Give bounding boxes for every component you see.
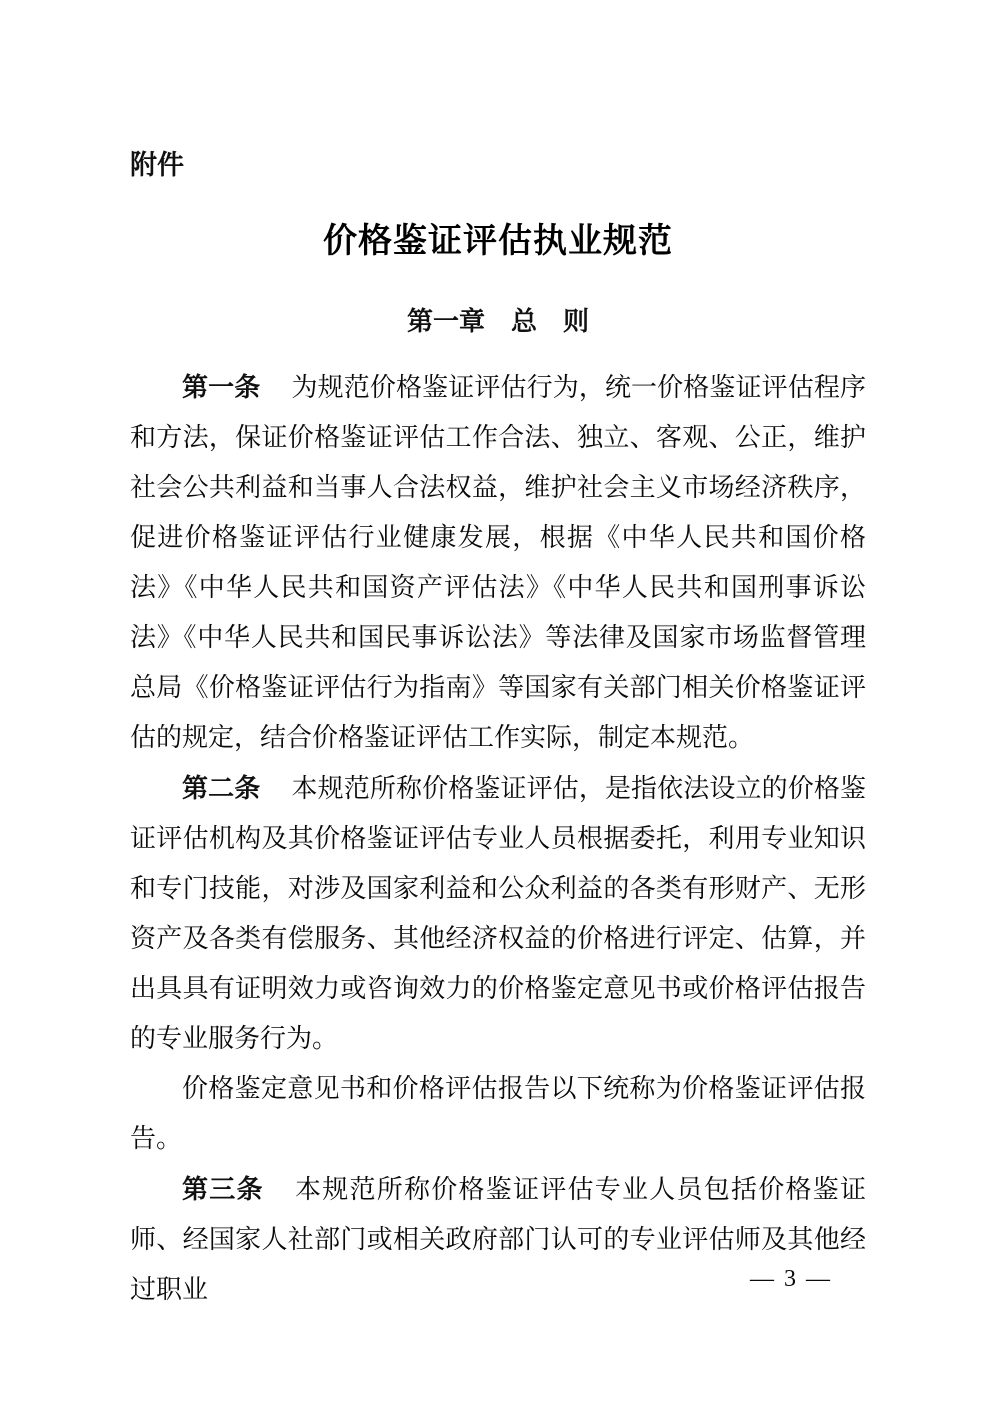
article-number: 第一条 [182,372,261,402]
paragraph-text: 为规范价格鉴证评估行为，统一价格鉴证评估程序和方法，保证价格鉴证评估工作合法、独立、客观、公正，维护社会公共利益和当事人合法权益，维护社会主义市场经济秩序，促进价格鉴证评估行业健康发展，根据《中华人民共和国价格法》《中华人民共和国资产评估法》《中华人民共和国刑事诉讼法》《中华人民共和国民事诉讼法》等法律及国家市场监督管理总局《价格鉴证评估行为指南》等国家有关部门相关价格鉴证评估的规定，结合价格鉴证评估工作实际，制定本规范。 [130,373,866,752]
attachment-label: 附件 [130,150,184,180]
page-number: — 3 — [750,1266,832,1292]
chapter-heading: 第一章 总 则 [406,306,589,336]
paragraph-text: 价格鉴定意见书和价格评估报告以下统称为价格鉴证评估报告。 [130,1074,866,1153]
paragraph [130,763,866,1064]
paragraph [130,362,866,763]
article-number: 第二条 [182,773,261,803]
paragraph-text: 本规范所称价格鉴证评估专业人员包括价格鉴证师、经国家人社部门或相关政府部门认可的专业评估师及其他经过职业 [130,1175,866,1304]
paragraph-text: 本规范所称价格鉴证评估，是指依法设立的价格鉴证评估机构及其价格鉴证评估专业人员根据委托，利用专业知识和专门技能，对涉及国家利益和公众利益的各类有形财产、无形资产及各类有偿服务、其他经济权益的价格进行评定、估算，并出具具有证明效力或咨询效力的价格鉴定意见书或价格评估报告的专业服务行为。 [130,774,866,1053]
document-body [130,362,866,1315]
document-title: 价格鉴证评估执业规范 [323,223,673,260]
article-number: 第三条 [182,1174,264,1204]
paragraph [130,1064,866,1164]
